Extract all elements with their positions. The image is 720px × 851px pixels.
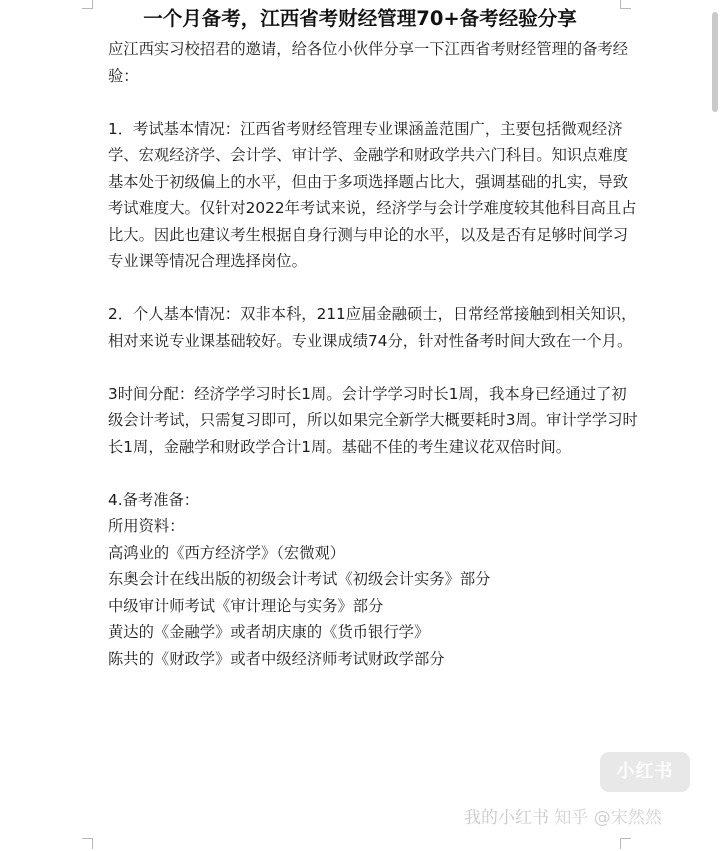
page-corner-mark xyxy=(620,838,631,849)
materials-label: 所用资料： xyxy=(108,517,185,535)
xiaohongshu-logo-watermark: 小红书 xyxy=(600,752,690,792)
document-body xyxy=(108,36,638,672)
section2-line: 相对来说专业课基础较好。专业课成绩74分，针对性备考时间大致在一个月。 xyxy=(108,331,633,350)
watermark-zhihu: 知乎 @宋然然 xyxy=(554,808,662,828)
material-item: 中级审计师考试《审计理论与实务》部分 xyxy=(108,596,384,615)
watermark-text xyxy=(464,806,662,830)
section1-line: 考试难度大。仅针对2022年考试来说，经济学与会计学难度较其他科目高且占 xyxy=(108,199,637,217)
page-corner-mark xyxy=(82,838,93,849)
document-title: 一个月备考，江西省考财经管理70+备考经验分享 xyxy=(143,7,577,30)
section1-line: 专业课等情况合理选择岗位。 xyxy=(108,252,307,270)
section1-line: 学、宏观经济学、会计学、审计学、金融学和财政学共六门科目。知识点难度 xyxy=(108,146,629,164)
material-item: 东奥会计在线出版的初级会计考试《初级会计实务》部分 xyxy=(108,570,491,588)
section1-line: 基本处于初级偏上的水平，但由于多项选择题占比大，强调基础的扎实，导致 xyxy=(108,172,629,191)
intro-line: 验： xyxy=(108,66,139,85)
section4-heading: 4.备考准备： xyxy=(108,490,200,509)
material-item: 高鸿业的《西方经济学》（宏微观） xyxy=(108,543,346,562)
vertical-scrollbar[interactable] xyxy=(710,0,720,851)
intro-line: 应江西实习校招君的邀请，给各位小伙伴分享一下江西省考财经管理的备考经 xyxy=(108,40,629,58)
watermark-xiaohongshu: 我的小红书 xyxy=(464,808,549,828)
section1-line: 1．考试基本情况：江西省考财经管理专业课涵盖范围广，主要包括微观经济 xyxy=(108,119,623,138)
material-item: 陈共的《财政学》或者中级经济师考试财政学部分 xyxy=(108,649,445,668)
section3-line: 级会计考试，只需复习即可，所以如果完全新学大概要耗时3周。审计学学习时 xyxy=(108,411,638,429)
section3-line: 长1周，金融学和财政学合计1周。基础不佳的考生建议花双倍时间。 xyxy=(108,437,572,456)
section1-line: 比大。因此也建议考生根据自身行测与申论的水平，以及是否有足够时间学习 xyxy=(108,225,629,244)
material-item: 黄达的《金融学》或者胡庆康的《货币银行学》 xyxy=(108,623,430,641)
section3-line: 3时间分配：经济学学习时长1周。会计学学习时长1周，我本身已经通过了初 xyxy=(108,384,627,403)
section2-line: 2．个人基本情况：双非本科，211应届金融硕士，日常经常接触到相关知识， xyxy=(108,305,637,323)
